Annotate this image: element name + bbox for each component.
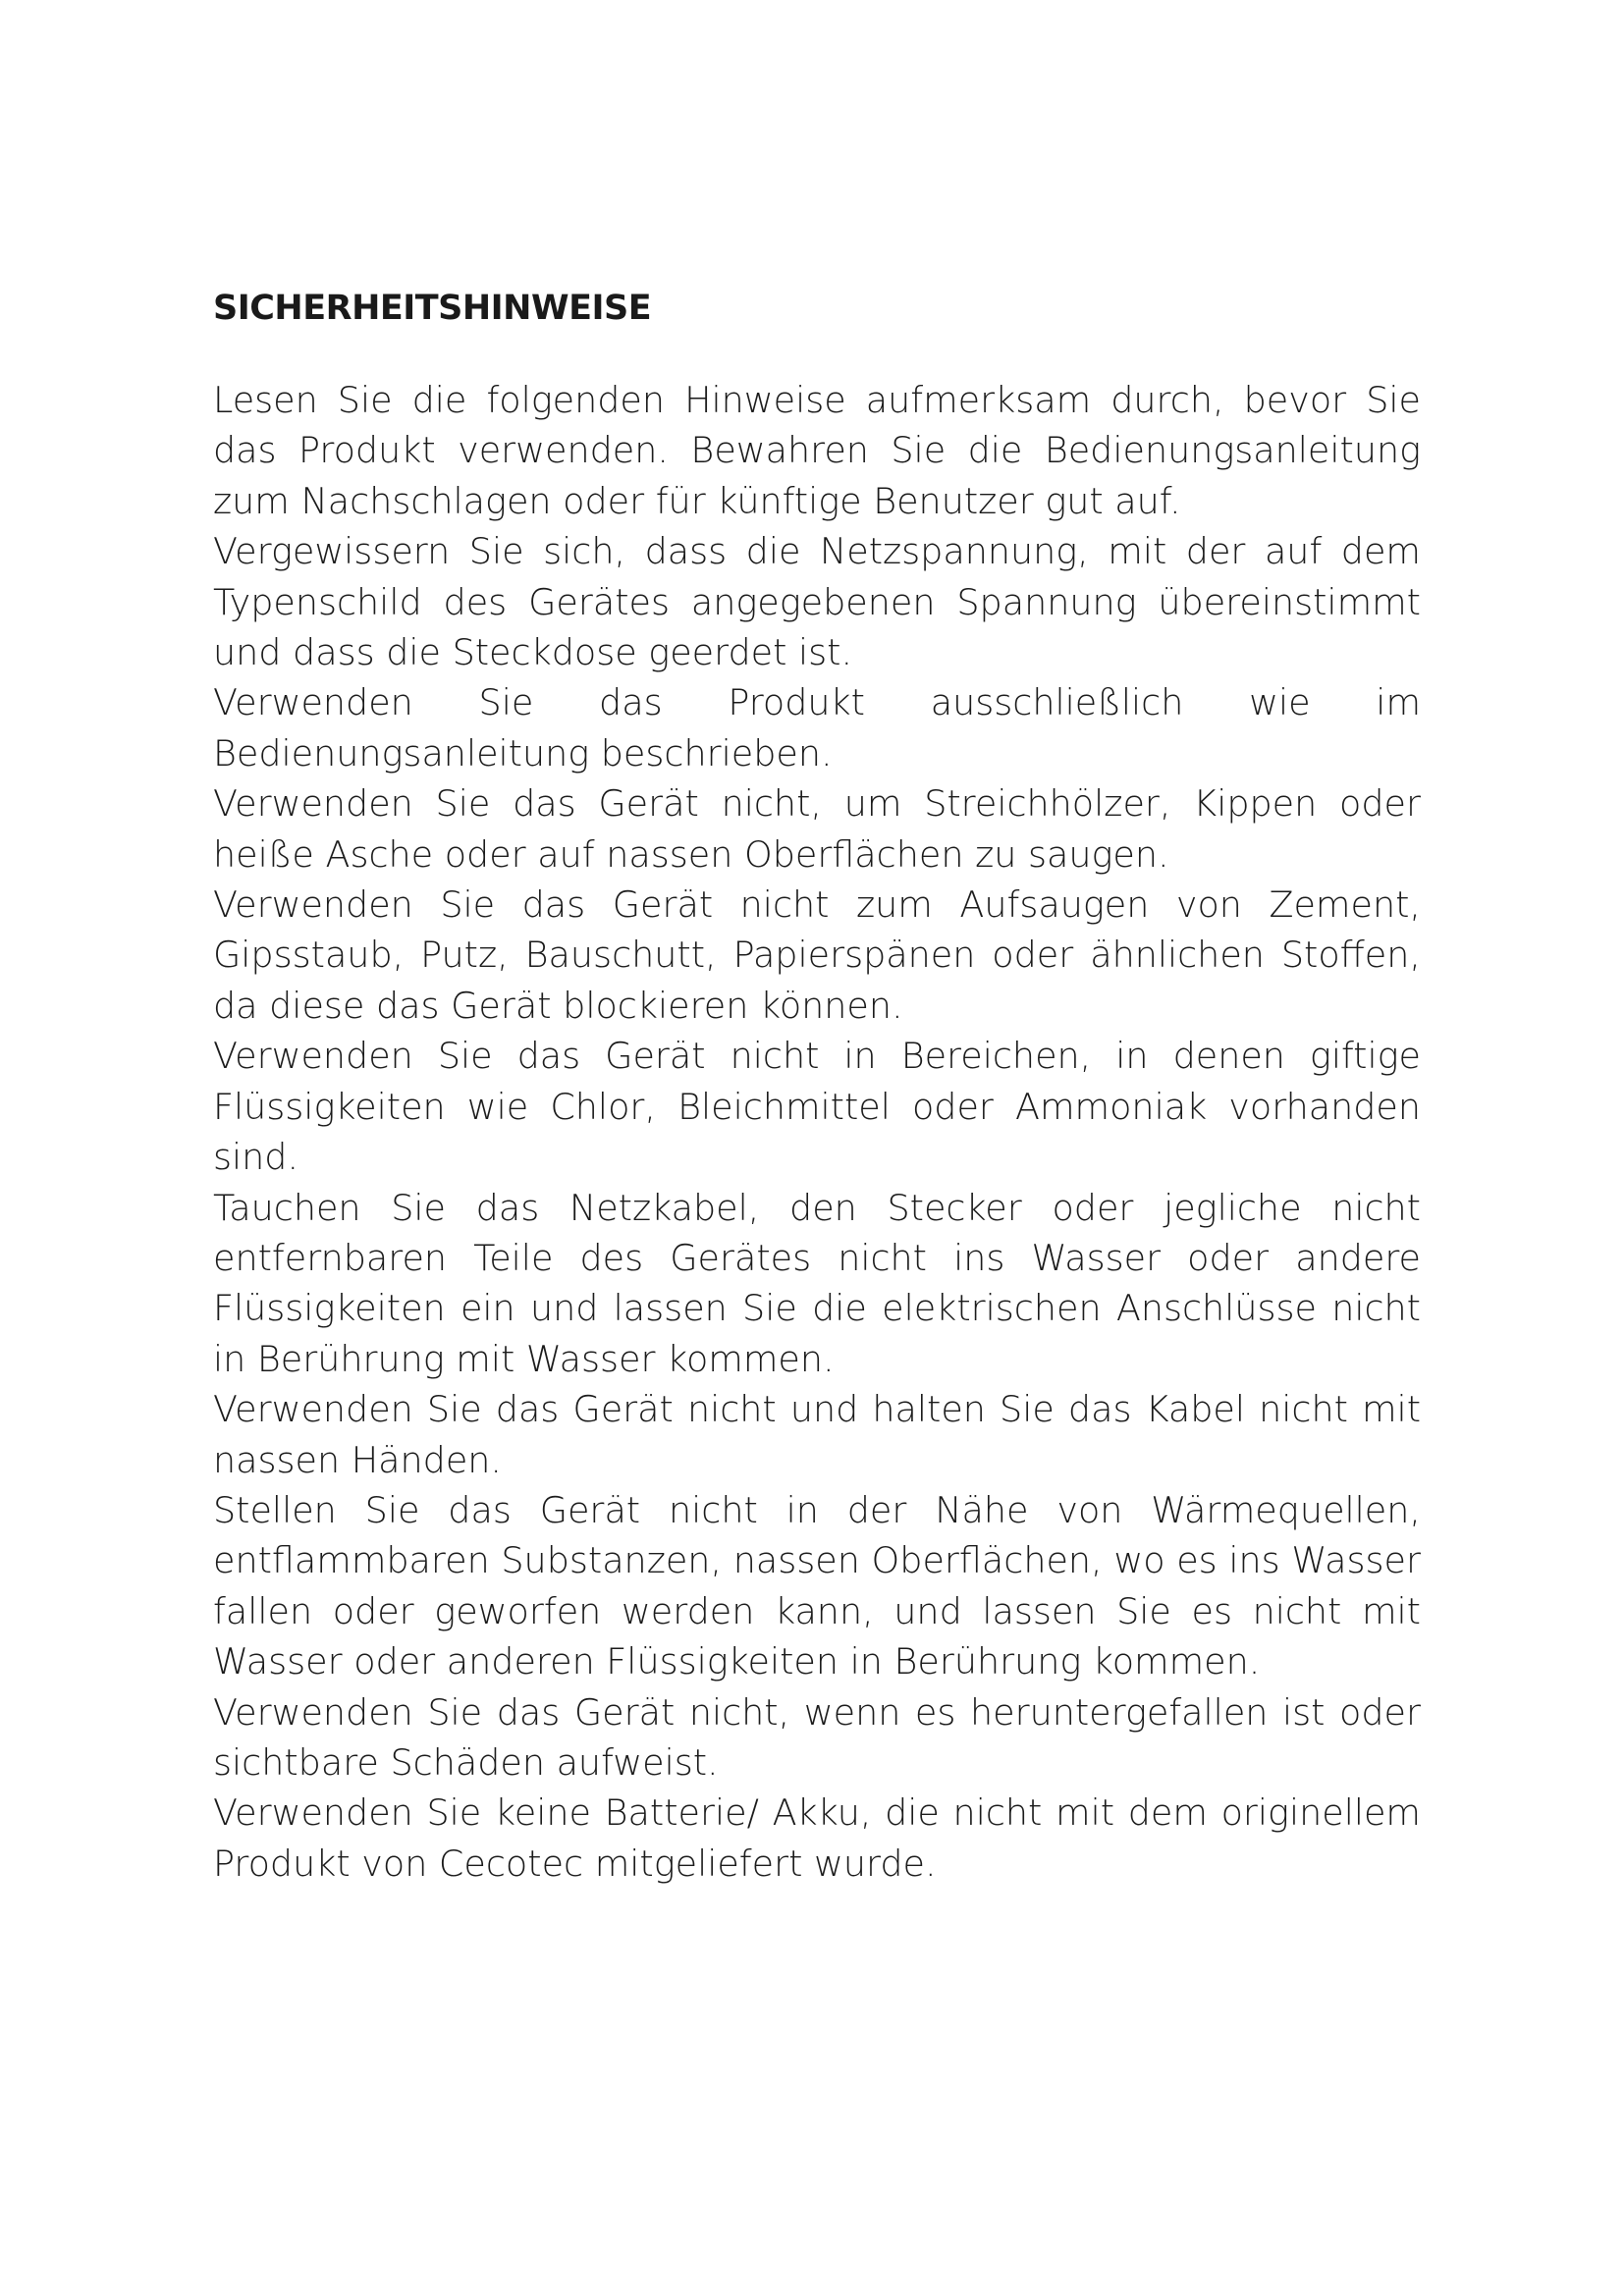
safety-paragraph: Vergewissern Sie sich, dass die Netzspannung, mit der auf dem Typenschild des Gerätes angegebenen Spannung übereinstimmt und dass die Steckdose geerdet ist. [213, 530, 1421, 674]
safety-paragraph: Verwenden Sie das Gerät nicht zum Aufsaugen von Zement, Gipsstaub, Putz, Bauschutt, Papierspänen oder ähnlichen Stoffen, da diese das Gerät blockieren können. [213, 883, 1421, 1027]
section-heading: SICHERHEITSHINWEISE [213, 289, 652, 328]
safety-paragraph: Stellen Sie das Gerät nicht in der Nähe von Wärmequellen, entflammbaren Substanzen, nassen Oberflächen, wo es ins Wasser fallen oder geworfen werden kann, und lassen Sie es nicht mit Wasser oder anderen Flüssigkeiten in Berührung kommen. [213, 1488, 1421, 1683]
safety-paragraph: Verwenden Sie das Gerät nicht in Bereichen, in denen giftige Flüssigkeiten wie Chlor, Bleichmittel oder Ammoniak vorhanden sind. [213, 1035, 1421, 1179]
safety-paragraph: Tauchen Sie das Netzkabel, den Stecker oder jegliche nicht entfernbaren Teile des Gerätes nicht ins Wasser oder andere Flüssigkeiten ein und lassen Sie die elektrischen Anschlüsse nicht in Berührung mit Wasser kommen. [213, 1186, 1421, 1380]
safety-paragraph: Verwenden Sie das Gerät nicht und halten Sie das Kabel nicht mit nassen Händen. [213, 1388, 1421, 1481]
safety-paragraph: Lesen Sie die folgenden Hinweise aufmerksam durch, bevor Sie das Produkt verwenden. Bewahren Sie die Bedienungsanleitung zum Nachschlagen oder für künftige Benutzer gut auf. [213, 379, 1421, 522]
safety-paragraph: Verwenden Sie das Gerät nicht, um Streichhölzer, Kippen oder heiße Asche oder auf nassen Oberflächen zu saugen. [213, 782, 1421, 876]
safety-paragraph: Verwenden Sie das Gerät nicht, wenn es heruntergefallen ist oder sichtbare Schäden aufweist. [213, 1690, 1421, 1784]
safety-paragraph: Verwenden Sie das Produkt ausschließlich wie im Bedienungsanleitung beschrieben. [213, 681, 1421, 774]
document-page [213, 279, 1421, 1889]
safety-paragraph: Verwenden Sie keine Batterie/ Akku, die nicht mit dem originellem Produkt von Cecotec mitgeliefert wurde. [213, 1791, 1421, 1885]
